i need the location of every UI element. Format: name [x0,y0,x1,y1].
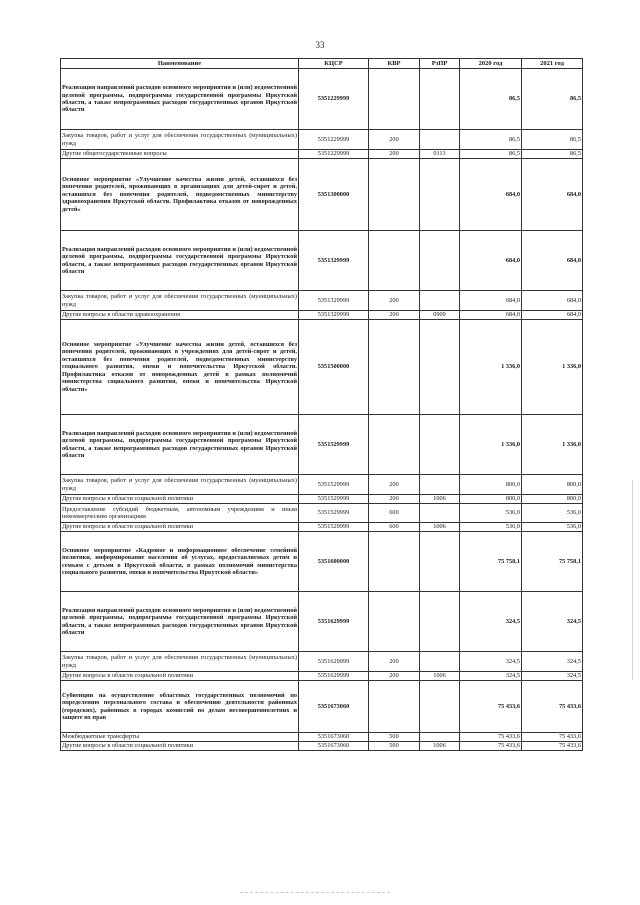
table-row [61,495,583,504]
cell-code: 5351629999 [299,652,369,672]
table-row [61,523,583,532]
cell-code: 5351673060 [299,733,369,742]
cell-kvr [369,231,420,291]
cell-rzpr [420,733,460,742]
cell-name: Закупка товаров, работ и услуг для обеспечения государственных (муниципальных) нужд [61,652,299,672]
cell-2020: 86,5 [460,130,522,150]
cell-kvr [369,415,420,475]
cell-kvr: 200 [369,130,420,150]
cell-kvr [369,681,420,733]
cell-2020: 324,5 [460,652,522,672]
budget-table [60,58,583,751]
cell-rzpr [420,291,460,311]
cell-2021: 800,0 [522,475,583,495]
cell-rzpr [420,592,460,652]
cell-kvr [369,69,420,130]
cell-kvr: 600 [369,523,420,532]
table-header-row [61,59,583,69]
cell-2021: 324,5 [522,652,583,672]
cell-code: 5351329999 [299,311,369,320]
cell-rzpr [420,159,460,231]
cell-name: Реализация направлений расходов основного мероприятия и (или) ведомственной целевой программы, подпрограммы государственной программы Иркутской области, а также непрограммных расходов государственных органов Иркутской области [61,69,299,130]
cell-name: Другие общегосударственные вопросы [61,150,299,159]
cell-rzpr: 1006 [420,672,460,681]
cell-rzpr [420,681,460,733]
table-row [61,311,583,320]
cell-name: Другие вопросы в области социальной политики [61,742,299,751]
cell-code: 5351329999 [299,291,369,311]
cell-2020: 324,5 [460,592,522,652]
cell-rzpr [420,415,460,475]
cell-2020: 684,0 [460,311,522,320]
table-header [61,59,583,69]
header-kvr: КВР [369,59,420,69]
cell-name: Другие вопросы в области социальной политики [61,495,299,504]
cell-name: Закупка товаров, работ и услуг для обеспечения государственных (муниципальных) нужд [61,130,299,150]
cell-rzpr: 0113 [420,150,460,159]
cell-2020: 75 433,6 [460,681,522,733]
cell-rzpr [420,652,460,672]
cell-2020: 684,0 [460,159,522,231]
cell-kvr [369,532,420,592]
cell-rzpr [420,504,460,523]
cell-rzpr: 0909 [420,311,460,320]
cell-code: 5351629999 [299,672,369,681]
cell-code: 5351673060 [299,681,369,733]
cell-name: Субвенции на осуществление областных государственных полномочий по определению персонального состава и обеспечению деятельности районных (городских), районных в городах комиссий по делам несовершеннолетних и защите их прав [61,681,299,733]
cell-2020: 684,0 [460,291,522,311]
cell-2020: 1 336,0 [460,415,522,475]
cell-name: Закупка товаров, работ и услуг для обеспечения государственных (муниципальных) нужд [61,475,299,495]
table-body [61,69,583,751]
cell-2021: 1 336,0 [522,320,583,415]
cell-name: Другие вопросы в области социальной политики [61,672,299,681]
cell-rzpr: 1006 [420,495,460,504]
cell-2021: 684,0 [522,231,583,291]
cell-code: 5351229999 [299,69,369,130]
cell-2020: 86,5 [460,69,522,130]
cell-2020: 536,0 [460,504,522,523]
cell-code: 5351229999 [299,130,369,150]
cell-rzpr [420,320,460,415]
cell-rzpr [420,532,460,592]
cell-2021: 1 336,0 [522,415,583,475]
cell-rzpr [420,130,460,150]
cell-code: 5351529999 [299,415,369,475]
cell-2021: 86,5 [522,150,583,159]
cell-2021: 324,5 [522,672,583,681]
cell-2020: 684,0 [460,231,522,291]
cell-2020: 324,5 [460,672,522,681]
header-rzpr: РзПР [420,59,460,69]
cell-name: Реализация направлений расходов основного мероприятия и (или) ведомственной целевой программы, подпрограммы государственной программы Иркутской области, а также непрограммных расходов государственных органов Иркутской области [61,592,299,652]
cell-kvr: 500 [369,733,420,742]
cell-code: 5351500000 [299,320,369,415]
cell-name: Основное мероприятие «Улучшение качества жизни детей, оставшихся без попечения родителей, проживающих в организациях для детей-сирот и детей, оставшихся без попечения родителей, подведомственных министерству здравоохранения Иркутской области. Профилактика отказов от новорожденных детей» [61,159,299,231]
cell-2021: 684,0 [522,291,583,311]
header-name: Наименование [61,59,299,69]
cell-kvr: 200 [369,672,420,681]
cell-code: 5351529999 [299,475,369,495]
cell-2021: 75 433,6 [522,681,583,733]
cell-code: 5351600000 [299,532,369,592]
cell-2021: 684,0 [522,311,583,320]
cell-kvr: 200 [369,150,420,159]
cell-kvr [369,159,420,231]
cell-code: 5351629999 [299,592,369,652]
cell-code: 5351329999 [299,231,369,291]
cell-name: Другие вопросы в области социальной политики [61,523,299,532]
page-number: 33 [315,40,325,50]
cell-name: Межбюджетные трансферты [61,733,299,742]
cell-kvr [369,320,420,415]
cell-code: 5351229999 [299,150,369,159]
cell-rzpr [420,69,460,130]
cell-code: 5351673060 [299,742,369,751]
scan-artifact-line [240,892,390,894]
cell-2020: 75 433,6 [460,733,522,742]
table-row [61,320,583,415]
table-row [61,742,583,751]
cell-kvr: 200 [369,291,420,311]
cell-kvr: 500 [369,742,420,751]
cell-name: Закупка товаров, работ и услуг для обеспечения государственных (муниципальных) нужд [61,291,299,311]
cell-code: 5351529999 [299,523,369,532]
table-row [61,532,583,592]
table-row [61,504,583,523]
cell-2021: 536,0 [522,523,583,532]
cell-2021: 75 758,1 [522,532,583,592]
cell-kvr: 600 [369,504,420,523]
cell-2021: 86,5 [522,130,583,150]
header-year-2021: 2021 год [522,59,583,69]
cell-name: Реализация направлений расходов основного мероприятия и (или) ведомственной целевой программы, подпрограммы государственной программы Иркутской области, а также непрограммных расходов государственных органов Иркутской области [61,415,299,475]
cell-rzpr: 1006 [420,742,460,751]
cell-name: Основное мероприятие «Кадровое и информационное обеспечение семейной политики, информирование населения об услугах, предоставляемых детям и семьям с детьми в Иркутской области, в рамках полномочий министерства социального развития, опеки и попечительства Иркутской области» [61,532,299,592]
cell-2021: 536,0 [522,504,583,523]
cell-2020: 75 433,6 [460,742,522,751]
table-row [61,475,583,495]
cell-kvr: 200 [369,475,420,495]
table-row [61,231,583,291]
cell-2021: 800,0 [522,495,583,504]
cell-kvr: 200 [369,652,420,672]
cell-name: Другие вопросы в области здравоохранения [61,311,299,320]
table-row [61,69,583,130]
table-row [61,652,583,672]
table-row [61,681,583,733]
cell-name: Предоставление субсидий бюджетным, автономным учреждениям и иным некоммерческим организациям [61,504,299,523]
header-year-2020: 2020 год [460,59,522,69]
cell-2021: 75 433,6 [522,733,583,742]
table-row [61,130,583,150]
table-row [61,733,583,742]
cell-code: 5351529999 [299,504,369,523]
table-row [61,150,583,159]
cell-code: 5351300000 [299,159,369,231]
cell-2020: 86,5 [460,150,522,159]
cell-2020: 800,0 [460,495,522,504]
table-row [61,159,583,231]
cell-2021: 75 433,6 [522,742,583,751]
cell-kvr: 200 [369,311,420,320]
cell-name: Основное мероприятие «Улучшение качества жизни детей, оставшихся без попечения родителей, проживающих в учреждениях для детей-сирот и детей, оставшихся без попечения родителей, подведомственных министерству социального развития, опеки и попечительства Иркутской области. Профилактика отказов от новорожденных детей в рамках полномочий министерства социального развития, опеки и попечительства Иркутской области» [61,320,299,415]
table-row [61,415,583,475]
scan-edge-shadow [632,480,633,680]
cell-kvr [369,592,420,652]
cell-name: Реализация направлений расходов основного мероприятия и (или) ведомственной целевой программы, подпрограммы государственной программы Иркутской области, а также непрограммных расходов государственных органов Иркутской области [61,231,299,291]
cell-2021: 86,5 [522,69,583,130]
table-row [61,291,583,311]
cell-rzpr: 1006 [420,523,460,532]
cell-2021: 324,5 [522,592,583,652]
cell-rzpr [420,231,460,291]
cell-2020: 800,0 [460,475,522,495]
cell-2020: 536,0 [460,523,522,532]
cell-2020: 75 758,1 [460,532,522,592]
cell-2021: 684,0 [522,159,583,231]
header-code: КЦСР [299,59,369,69]
cell-kvr: 200 [369,495,420,504]
cell-2020: 1 336,0 [460,320,522,415]
table-row [61,592,583,652]
cell-code: 5351529999 [299,495,369,504]
cell-rzpr [420,475,460,495]
table-row [61,672,583,681]
